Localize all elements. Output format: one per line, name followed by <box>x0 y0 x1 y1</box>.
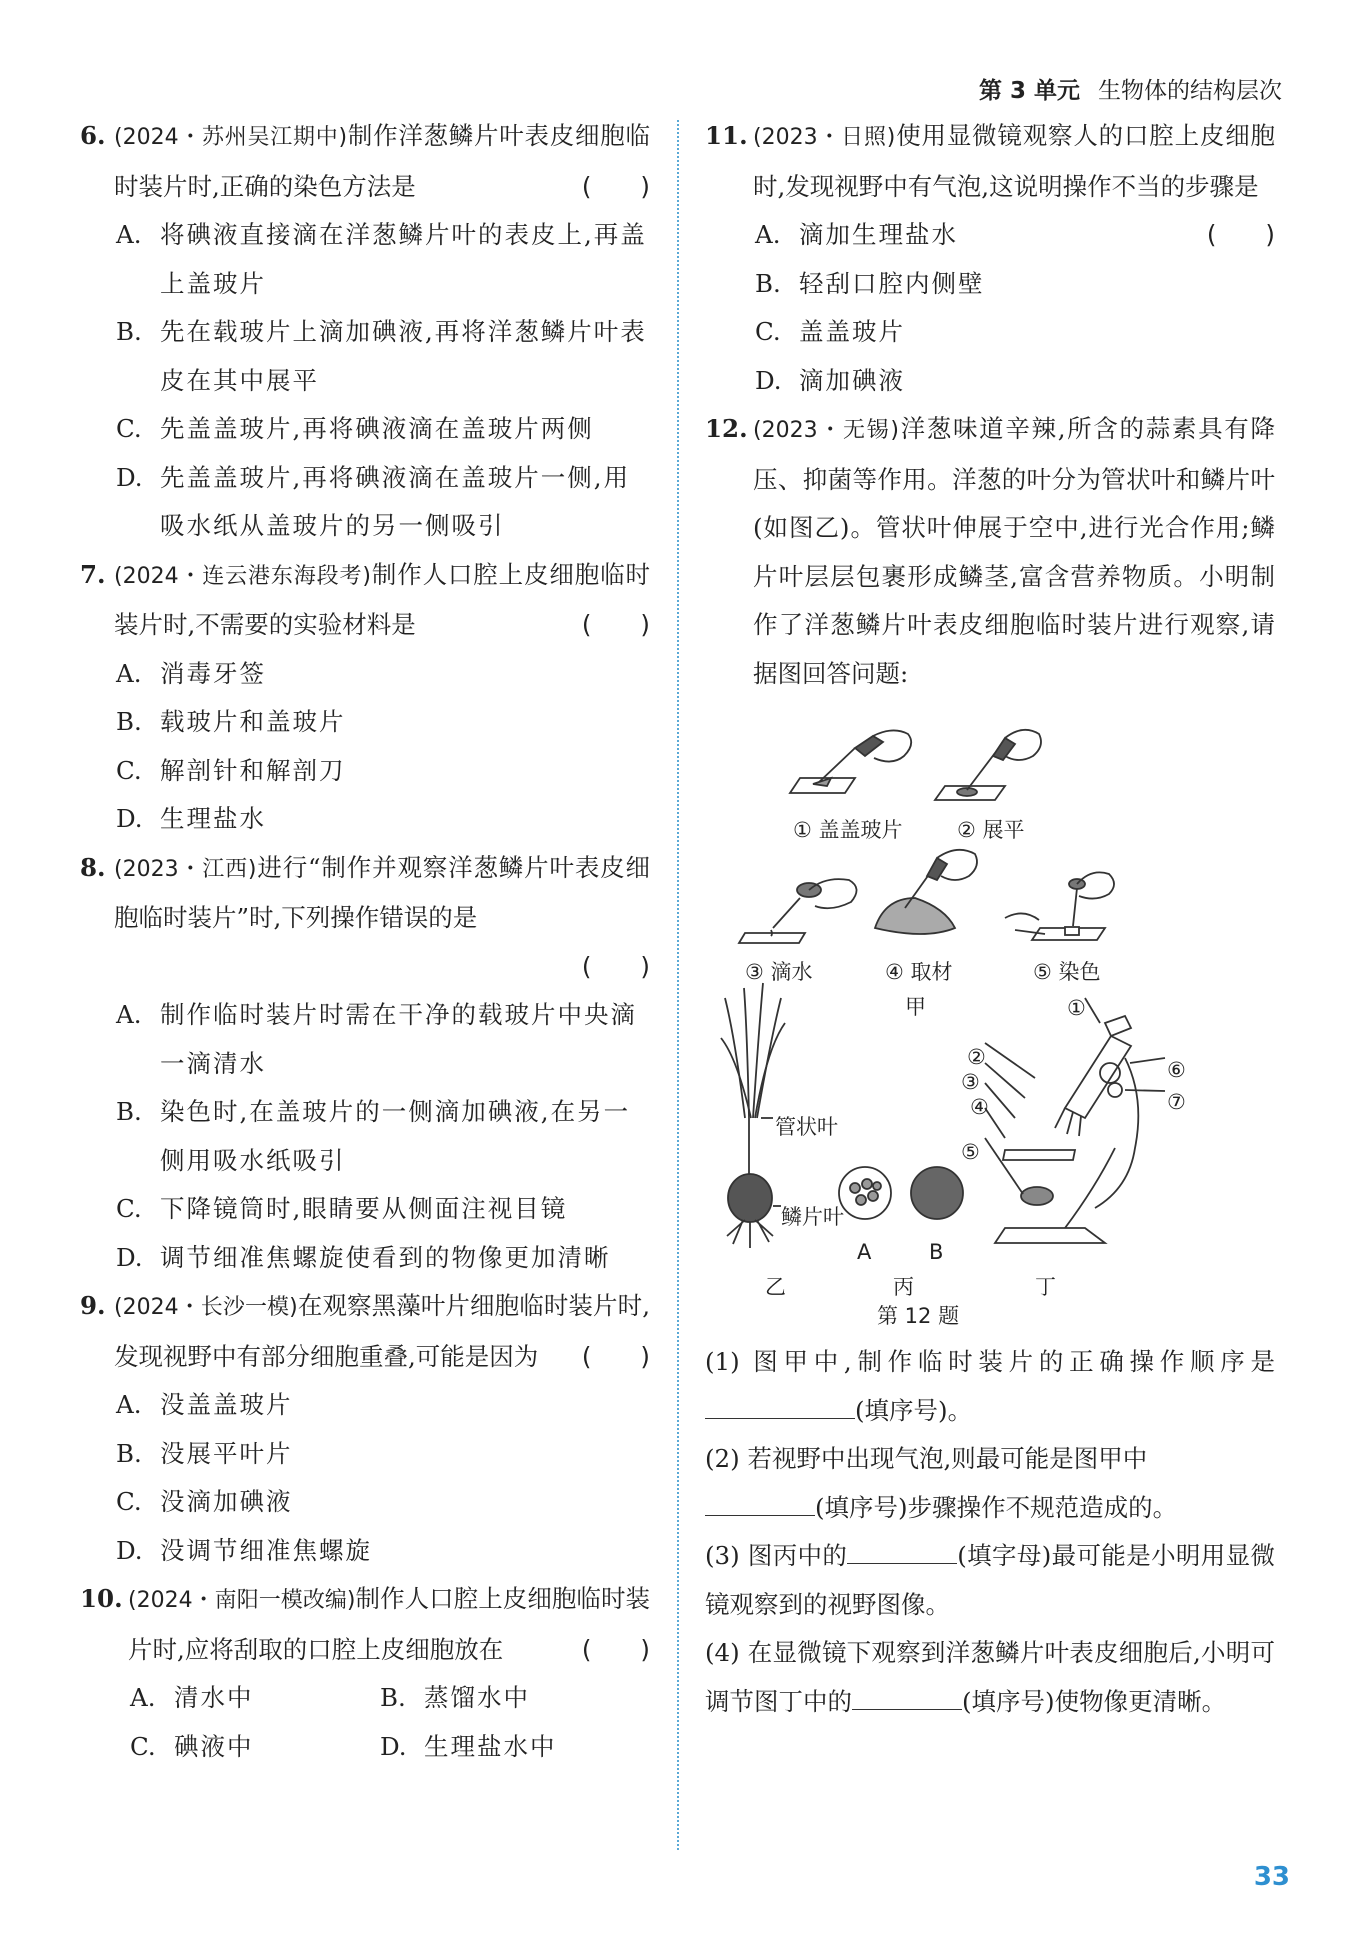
question-number: 11. <box>705 121 748 150</box>
option-d[interactable]: D. 没调节细准焦螺旋 <box>116 1535 372 1565</box>
option-row <box>80 1723 650 1772</box>
option-b[interactable]: B. 染色时,在盖玻片的一侧滴加碘液,在另一侧用吸水纸吸引 <box>116 1097 631 1175</box>
step-2-label: ② 展平 <box>957 818 1025 842</box>
question-stem <box>80 1575 650 1674</box>
question-12 <box>705 405 1275 1726</box>
question-stem <box>705 405 1275 698</box>
question-text: 进行“制作并观察洋葱鳞片叶表皮细胞临时装片”时,下列操作错误的是 <box>114 852 651 932</box>
answer-bracket[interactable]: ( ) <box>581 171 650 201</box>
question-source: (2023・无锡) <box>753 418 899 443</box>
step-5-label: ⑤ 染色 <box>1033 960 1101 984</box>
question-source: (2023・江西) <box>114 856 257 882</box>
option-c[interactable]: C. 没滴加碘液 <box>116 1487 293 1516</box>
option-b[interactable]: B. 蒸馏水中 <box>380 1683 530 1712</box>
answer-bracket[interactable]: ( ) <box>581 1634 650 1664</box>
answer-bracket[interactable]: ( ) <box>581 610 650 639</box>
sub-question-4: (4) 在显微镜下观察到洋葱鳞片叶表皮细胞后,小明可调节图丁中的 (填序号)使物像更清晰。 <box>705 1638 1275 1716</box>
unit-title: 生物体的结构层次 <box>1098 78 1282 104</box>
option-b[interactable]: B. 轻刮口腔内侧壁 <box>755 268 985 298</box>
answer-bracket[interactable]: ( ) <box>1206 220 1275 249</box>
part-3-marker: ③ <box>961 1070 980 1094</box>
view-a-label: A <box>857 1240 872 1264</box>
option-c[interactable]: C. 先盖盖玻片,再将碘液滴在盖玻片两侧 <box>116 414 594 443</box>
option-a[interactable]: A. 将碘液直接滴在洋葱鳞片叶的表皮上,再盖上盖玻片 <box>116 220 647 298</box>
question-11 <box>705 112 1275 405</box>
answer-bracket[interactable]: ( ) <box>581 951 650 981</box>
option-b[interactable]: B. 先在载玻片上滴加碘液,再将洋葱鳞片叶表皮在其中展平 <box>116 317 647 395</box>
option-c[interactable]: C. 下降镜筒时,眼睛要从侧面注视目镜 <box>116 1194 568 1223</box>
question-source: (2023・日照) <box>753 125 896 150</box>
question-source: (2024・连云港东海段考) <box>114 563 371 589</box>
question-number: 7. <box>80 559 106 589</box>
column-divider <box>677 120 679 1850</box>
part-2-marker: ② <box>967 1045 986 1069</box>
option-c[interactable]: C. 盖盖玻片 <box>755 317 905 346</box>
question-text: 在观察黑藻叶片细胞临时装片时,发现视野中有部分细胞重叠,可能是因为 <box>114 1291 650 1371</box>
figure-ding-label: 丁 <box>1035 1275 1056 1299</box>
option-a[interactable]: A. 没盖盖玻片 <box>116 1390 293 1419</box>
step-4-label: ④ 取材 <box>885 960 953 984</box>
option-d[interactable]: D. 先盖盖玻片,再将碘液滴在盖玻片一侧,用吸水纸从盖玻片的另一侧吸引 <box>116 462 631 540</box>
question-8 <box>80 844 650 1283</box>
question-text: 使用显微镜观察人的口腔上皮细胞时,发现视野中有气泡,这说明操作不当的步骤是 <box>753 121 1276 201</box>
question-6 <box>80 112 650 551</box>
answer-blank[interactable] <box>852 1685 962 1710</box>
option-a[interactable]: A. 滴加生理盐水 <box>755 220 958 249</box>
part-5-marker: ⑤ <box>961 1140 980 1164</box>
question-10 <box>80 1575 650 1771</box>
figure-yi-label: 乙 <box>765 1275 786 1299</box>
part-4-marker: ④ <box>970 1095 989 1119</box>
figure-jia-label: 甲 <box>905 995 926 1019</box>
option-b[interactable]: B. 没展平叶片 <box>116 1438 293 1468</box>
step-stain-drawing <box>1005 872 1114 940</box>
question-text: 制作人口腔上皮细胞临时装片时,应将刮取的口腔上皮细胞放在 <box>128 1584 651 1664</box>
question-text: 制作洋葱鳞片叶表皮细胞临时装片时,正确的染色方法是 <box>114 121 650 201</box>
option-d[interactable]: D. 调节细准焦螺旋使看到的物像更加清晰 <box>116 1242 611 1272</box>
step-cover-slip-drawing <box>790 730 911 793</box>
step-drop-water-drawing <box>739 879 857 943</box>
unit-label: 第 3 单元 <box>978 78 1080 104</box>
option-c[interactable]: C. 解剖针和解剖刀 <box>116 755 346 785</box>
option-d[interactable]: D. 生理盐水 <box>116 804 266 833</box>
question-9 <box>80 1282 650 1575</box>
right-column <box>705 112 1275 1726</box>
step-take-material-drawing <box>875 850 977 934</box>
part-7-marker: ⑦ <box>1167 1090 1186 1114</box>
question-source: (2024・苏州吴江期中) <box>114 125 348 150</box>
step-3-label: ③ 滴水 <box>745 960 813 984</box>
option-b[interactable]: B. 载玻片和盖玻片 <box>116 707 346 736</box>
sub-question-2: (2) 若视野中出现气泡,则最可能是图甲中 (填序号)步骤操作不规范造成的。 <box>705 1444 1178 1522</box>
figure-illustration <box>705 698 1275 1338</box>
microscope-drawing <box>985 998 1165 1243</box>
option-row <box>80 1674 650 1723</box>
tube-leaf-label: 管状叶 <box>775 1115 838 1139</box>
option-a[interactable]: A. 制作临时装片时需在干净的载玻片中央滴一滴清水 <box>116 1000 637 1078</box>
question-7 <box>80 551 650 844</box>
left-column <box>80 112 650 1771</box>
question-source: (2024・南阳一模改编) <box>128 1588 356 1613</box>
question-stem <box>80 551 650 650</box>
step-1-label: ① 盖盖玻片 <box>793 818 903 842</box>
scale-leaf-label: 鳞片叶 <box>781 1205 844 1229</box>
figure-bing-label: 丙 <box>893 1275 914 1299</box>
microscope-views-drawing <box>839 1167 963 1219</box>
question-source: (2024・长沙一模) <box>114 1295 298 1320</box>
question-stem <box>80 112 650 211</box>
part-6-marker: ⑥ <box>1167 1058 1186 1082</box>
question-text: 制作人口腔上皮细胞临时装片时,不需要的实验材料是 <box>114 559 651 639</box>
option-a[interactable]: A. 消毒牙签 <box>116 658 266 688</box>
figure-caption: 第 12 题 <box>877 1304 960 1328</box>
view-b-label: B <box>929 1240 944 1264</box>
question-number: 9. <box>80 1291 106 1320</box>
question-number: 6. <box>80 121 106 150</box>
option-a[interactable]: A. 清水中 <box>130 1683 254 1712</box>
option-d[interactable]: D. 滴加碘液 <box>755 365 905 395</box>
question-number: 8. <box>80 852 106 882</box>
option-d[interactable]: D. 生理盐水中 <box>380 1731 557 1761</box>
step-spread-drawing <box>935 730 1041 800</box>
page-header <box>979 72 1282 105</box>
sub-question-1: (1) 图甲中,制作临时装片的正确操作顺序是(填序号)。 <box>705 1347 1275 1425</box>
answer-blank[interactable] <box>705 1491 815 1516</box>
part-1-marker: ① <box>1067 996 1086 1020</box>
question-number: 10. <box>80 1584 123 1613</box>
answer-blank[interactable] <box>847 1539 957 1564</box>
option-c[interactable]: C. 碘液中 <box>130 1731 254 1761</box>
question-stem <box>80 844 650 992</box>
sub-question-3: (3) 图丙中的 (填字母)最可能是小明用显微镜观察到的视野图像。 <box>705 1541 1275 1619</box>
question-text: 洋葱味道辛辣,所含的蒜素具有降压、抑菌等作用。洋葱的叶分为管状叶和鳞片叶(如图乙)。管状叶伸展于空中,进行光合作用;鳞片叶层层包裹形成鳞茎,富含营养物质。小明制作了洋葱鳞片叶表皮细胞临时装片进行观察,请据图回答问题: <box>753 414 1275 688</box>
answer-bracket[interactable]: ( ) <box>581 1341 650 1371</box>
question-number: 12. <box>705 414 748 443</box>
question-stem <box>80 1282 650 1381</box>
answer-blank[interactable] <box>705 1394 855 1419</box>
question-12-figure <box>705 698 1275 1338</box>
page-number: 33 <box>1253 1862 1290 1892</box>
